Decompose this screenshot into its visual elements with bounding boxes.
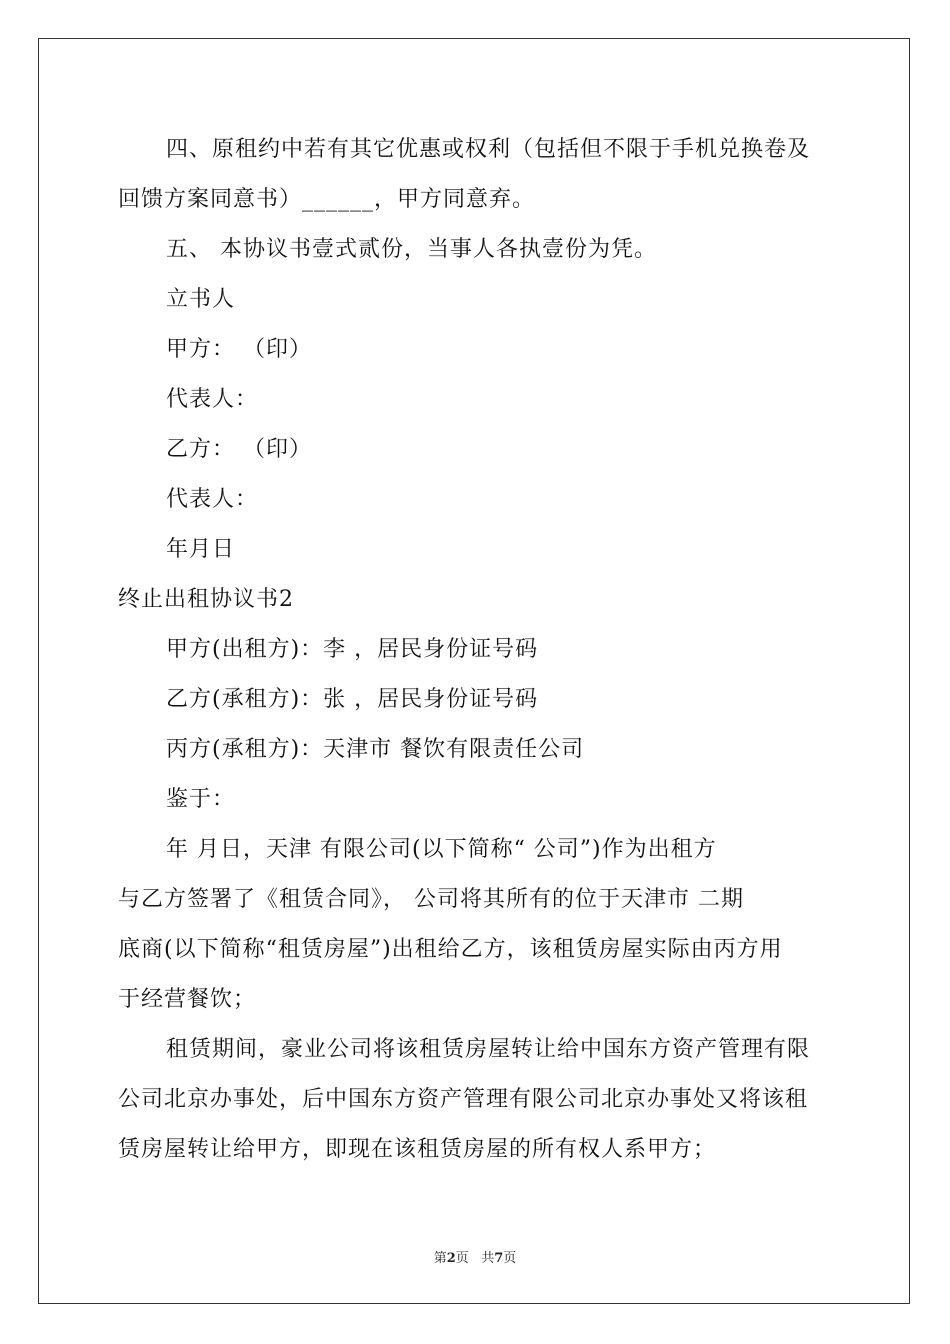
page-prefix: 第 — [433, 1251, 447, 1266]
paragraph-line: 与乙方签署了《租赁合同》， 公司将其所有的位于天津市 二期 — [118, 887, 744, 912]
signatory-label: 立书人 — [166, 287, 236, 312]
page-suffix: 页 — [455, 1251, 469, 1266]
total-suffix: 页 — [503, 1251, 517, 1266]
party-b-line: 乙方(承租方)：张 ，居民身份证号码 — [166, 687, 539, 712]
total-pages: 7 — [494, 1251, 504, 1266]
date-line: 年月日 — [166, 537, 236, 562]
paragraph-line: 年 月日，天津 有限公司(以下简称“ 公司”)作为出租方 — [166, 837, 717, 862]
paragraph-line: 赁房屋转让给甲方，即现在该租赁房屋的所有权人系甲方； — [118, 1137, 717, 1162]
party-a-line: 甲方(出租方)：李 ，居民身份证号码 — [166, 637, 539, 662]
document-body — [118, 125, 834, 1175]
page-footer — [0, 1247, 950, 1266]
paragraph-line: 底商(以下简称“租赁房屋”)出租给乙方，该租赁房屋实际由丙方用 — [118, 937, 783, 962]
party-a-representative: 代表人： — [166, 387, 259, 412]
party-c-line: 丙方(承租方)：天津市 餐饮有限责任公司 — [166, 737, 585, 762]
paragraph-line: 回馈方案同意书）______，甲方同意弃。 — [118, 187, 536, 212]
page-number: 2 — [446, 1251, 456, 1266]
section-title: 终止出租协议书2 — [118, 587, 294, 612]
whereas-label: 鉴于： — [166, 787, 236, 812]
party-a-seal: 甲方： （印） — [166, 337, 312, 362]
paragraph-line: 五、 本协议书壹式贰份，当事人各执壹份为凭。 — [166, 237, 657, 262]
party-b-seal: 乙方： （印） — [166, 437, 312, 462]
paragraph-line: 于经营餐饮； — [118, 987, 257, 1012]
party-b-representative: 代表人： — [166, 487, 259, 512]
paragraph-line: 公司北京办事处，后中国东方资产管理有限公司北京办事处又将该租 — [118, 1087, 809, 1112]
paragraph-line: 四、原租约中若有其它优惠或权利（包括但不限于手机兑换卷及 — [166, 137, 811, 162]
paragraph-line: 租赁期间，豪业公司将该租赁房屋转让给中国东方资产管理有限 — [166, 1037, 811, 1062]
total-prefix: 共 — [481, 1251, 495, 1266]
